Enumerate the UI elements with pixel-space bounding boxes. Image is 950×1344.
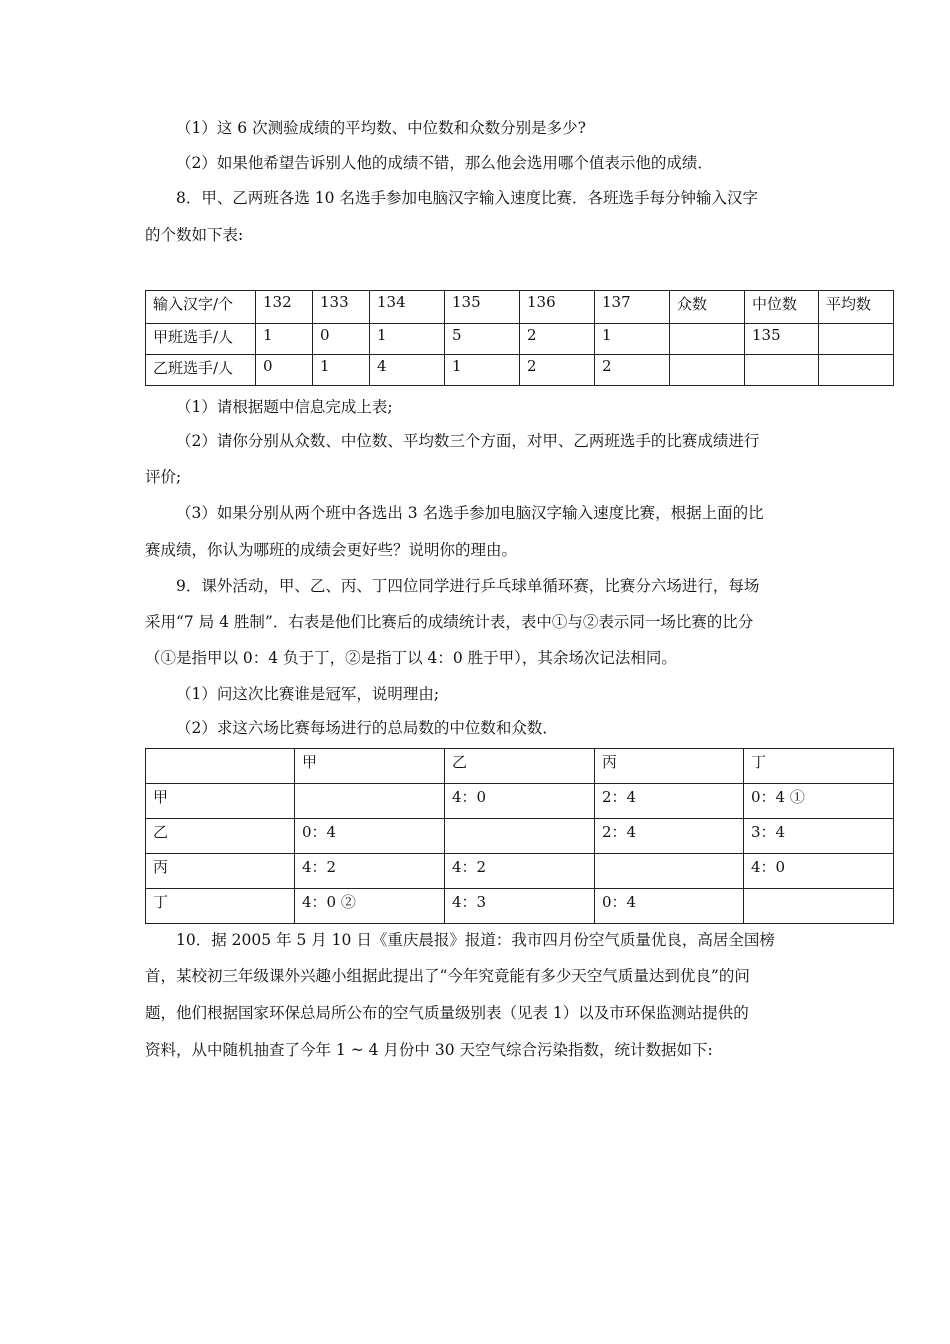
- table-cell: 2: [595, 355, 670, 386]
- question-7-part-1: （1）这 6 次测验成绩的平均数、中位数和众数分别是多少?: [176, 119, 586, 137]
- typing-speed-table: [145, 290, 894, 386]
- table-header-row: [146, 749, 894, 784]
- question-10-line-4: 资料，从中随机抽查了今年 1 ~ 4 月份中 30 天空气综合污染指数，统计数据如下:: [145, 1041, 713, 1059]
- question-8-part-3-line-2: 赛成绩，你认为哪班的成绩会更好些？说明你的理由。: [145, 541, 518, 559]
- question-9-part-1: （1）问这次比赛谁是冠军，说明理由;: [176, 685, 440, 703]
- table-cell: 平均数: [819, 291, 894, 324]
- question-9-part-2: （2）求这六场比赛每场进行的总局数的中位数和众数．: [176, 719, 558, 737]
- table-cell: [670, 324, 745, 355]
- table-cell: 4：0: [744, 854, 894, 889]
- table-cell: 4：3: [445, 889, 595, 924]
- table-cell: 丁: [744, 749, 894, 784]
- question-9-line-1: 9．课外活动，甲、乙、丙、丁四位同学进行乒乓球单循环赛，比赛分六场进行，每场: [176, 577, 760, 595]
- table-cell: 2: [520, 355, 595, 386]
- table-cell: [819, 324, 894, 355]
- question-8-part-3-line-1: （3）如果分别从两个班中各选出 3 名选手参加电脑汉字输入速度比赛，根据上面的比: [176, 504, 764, 522]
- table-cell: [670, 355, 745, 386]
- table-cell: [744, 889, 894, 924]
- question-10-line-3: 题，他们根据国家环保总局所公布的空气质量级别表（见表 1）以及市环保监测站提供的: [145, 1004, 749, 1022]
- table-cell: 5: [445, 324, 520, 355]
- table-cell: 丙: [146, 854, 295, 889]
- table-cell: 4: [370, 355, 445, 386]
- table-cell: 0：4: [295, 819, 445, 854]
- table-header-row: [146, 291, 894, 324]
- table-cell: 0：4 ①: [744, 784, 894, 819]
- table-cell: 甲班选手/人: [146, 324, 256, 355]
- table-cell: 4：0: [445, 784, 595, 819]
- table-cell: 132: [256, 291, 313, 324]
- table-cell: [445, 819, 595, 854]
- table-cell: 0: [313, 324, 370, 355]
- table-row: [146, 324, 894, 355]
- table-cell: 4：2: [295, 854, 445, 889]
- question-9-line-3: （①是指甲以 0：4 负于丁，②是指丁以 4：0 胜于甲），其余场次记法相同。: [145, 649, 677, 667]
- question-10-line-1: 10．据 2005 年 5 月 10 日《重庆晨报》报道：我市四月份空气质量优良，高居全国榜: [176, 931, 775, 949]
- table-cell: 133: [313, 291, 370, 324]
- table-cell: 137: [595, 291, 670, 324]
- table-cell: 甲: [295, 749, 445, 784]
- table-cell: 136: [520, 291, 595, 324]
- question-8-part-2-line-2: 评价;: [145, 468, 182, 486]
- table-cell: 乙班选手/人: [146, 355, 256, 386]
- question-8-part-2-line-1: （2）请你分别从众数、中位数、平均数三个方面，对甲、乙两班选手的比赛成绩进行: [176, 432, 760, 450]
- table-cell: [595, 854, 744, 889]
- question-8-part-1: （1）请根据题中信息完成上表;: [176, 398, 393, 416]
- table-cell: 丁: [146, 889, 295, 924]
- table-cell: 3：4: [744, 819, 894, 854]
- table-row: [146, 819, 894, 854]
- table-cell: 0: [256, 355, 313, 386]
- table-cell: 1: [595, 324, 670, 355]
- question-10-line-2: 首，某校初三年级课外兴趣小组据此提出了“今年究竟能有多少天空气质量达到优良”的问: [145, 967, 750, 985]
- table-cell: 4：0 ②: [295, 889, 445, 924]
- question-7-part-2: （2）如果他希望告诉别人他的成绩不错，那么他会选用哪个值表示他的成绩．: [176, 154, 713, 172]
- table-cell: 乙: [146, 819, 295, 854]
- table-cell: 0：4: [595, 889, 744, 924]
- table-cell: 2: [520, 324, 595, 355]
- question-9-line-2: 采用“7 局 4 胜制”．右表是他们比赛后的成绩统计表，表中①与②表示同一场比赛的比分: [145, 613, 754, 631]
- table-cell: 134: [370, 291, 445, 324]
- table-cell: 中位数: [745, 291, 819, 324]
- table-cell: 输入汉字/个: [146, 291, 256, 324]
- table-row: [146, 355, 894, 386]
- table-cell: 1: [370, 324, 445, 355]
- table-cell: 4：2: [445, 854, 595, 889]
- table-cell: [295, 784, 445, 819]
- table-cell: 135: [445, 291, 520, 324]
- table-row: [146, 889, 894, 924]
- table-row: [146, 854, 894, 889]
- table-cell: 1: [313, 355, 370, 386]
- question-8-line-1: 8．甲、乙两班各选 10 名选手参加电脑汉字输入速度比赛．各班选手每分钟输入汉字: [176, 189, 758, 207]
- table-cell: 众数: [670, 291, 745, 324]
- table-cell: [819, 355, 894, 386]
- table-cell: 甲: [146, 784, 295, 819]
- table-cell: 2：4: [595, 784, 744, 819]
- table-cell: 丙: [595, 749, 744, 784]
- table-cell: 乙: [445, 749, 595, 784]
- table-cell: 1: [256, 324, 313, 355]
- table-row: [146, 784, 894, 819]
- table-cell: [745, 355, 819, 386]
- table-cell: [146, 749, 295, 784]
- table-cell: 1: [445, 355, 520, 386]
- question-8-line-2: 的个数如下表:: [145, 226, 244, 244]
- match-results-table: [145, 748, 894, 924]
- table-cell: 2：4: [595, 819, 744, 854]
- table-cell: 135: [745, 324, 819, 355]
